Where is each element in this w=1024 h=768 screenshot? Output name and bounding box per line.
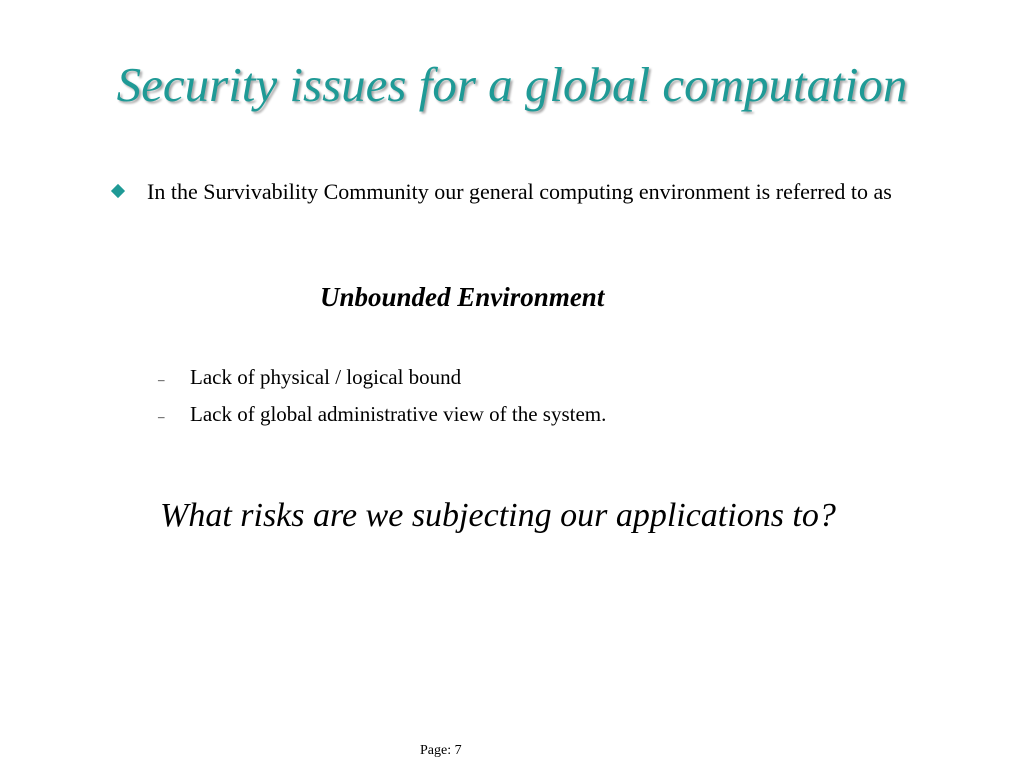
list-item <box>158 397 606 434</box>
sub-item-text: Lack of physical / logical bound <box>190 365 462 389</box>
list-item <box>158 360 606 397</box>
dash-bullet: – <box>158 372 165 387</box>
page-number: Page: 7 <box>420 743 462 758</box>
dash-bullet: – <box>158 409 165 424</box>
unbounded-environment-heading: Unbounded Environment <box>320 282 605 312</box>
bullet-text: In the Survivability Community our general computing environment is referred to as <box>147 179 892 204</box>
risk-question: What risks are we subjecting our applications to? <box>160 497 836 534</box>
bullet-row <box>108 177 968 207</box>
main-bullet <box>108 177 968 207</box>
slide-title: Security issues for a global computation <box>116 57 908 112</box>
sub-bullet-list <box>158 360 606 434</box>
sub-item-text: Lack of global administrative view of the system. <box>190 402 607 426</box>
diamond-bullet-icon <box>111 184 125 198</box>
